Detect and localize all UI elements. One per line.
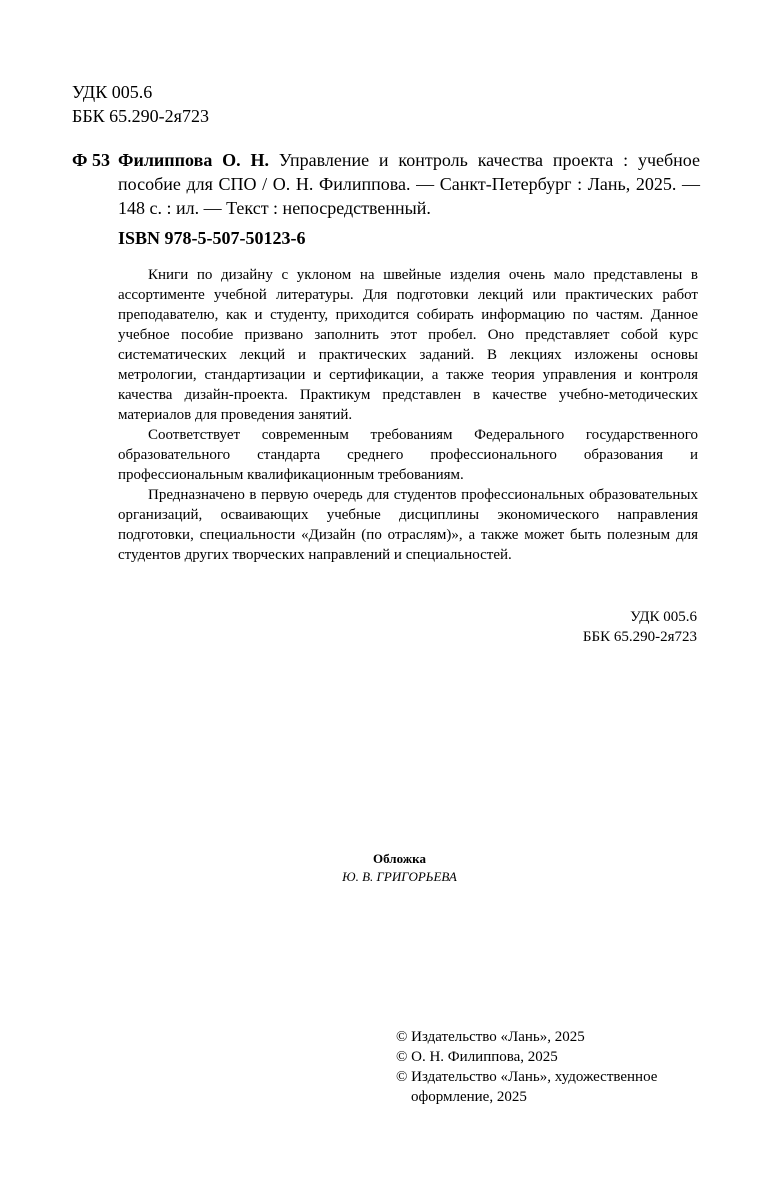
abstract-paragraph: Книги по дизайну с уклоном на швейные изделия очень мало представлены в ассортименте учебной литературы. Для подготовки лекций или практических работ преподавателю, как и студенту, приходится собирать информацию по частям. Данное учебное пособие призвано заполнить этот пробел. Оно представляет собой курс систематических лекций и практических заданий. В лекциях изложены основы метрологии, стандартизации и сертификации, а также теория управления и контроля качества дизайн-проекта. Практикум представлен в качестве учебно-методических материалов для проведения занятий. xyxy=(118,267,698,423)
abstract-paragraph: Соответствует современным требованиям Федерального государственного образовательного стандарта среднего профессионального образования и профессиональным квалификационным требованиям. xyxy=(118,427,698,483)
bbk-code: ББК 65.290-2я723 xyxy=(72,106,209,126)
copyright-block xyxy=(396,1027,657,1107)
udk-code: УДК 005.6 xyxy=(72,82,153,102)
copyright-publisher: © Издательство «Лань», 2025 xyxy=(396,1029,585,1045)
isbn: ISBN 978-5-507-50123-6 xyxy=(118,228,306,248)
bibliographic-entry xyxy=(72,148,700,220)
copyright-design-continued: оформление, 2025 xyxy=(411,1089,527,1105)
author-cipher: Ф 53 xyxy=(72,150,110,170)
author-name: Филиппова О. Н. xyxy=(118,150,269,170)
cover-designer: Ю. В. ГРИГОРЬЕВА xyxy=(342,869,457,884)
classification-footer xyxy=(583,607,697,647)
bbk-code-bottom: ББК 65.290-2я723 xyxy=(582,629,697,645)
classification-header xyxy=(72,80,209,128)
cover-label: Обложка xyxy=(373,851,426,866)
abstract-paragraph: Предназначено в первую очередь для студентов профессиональных образовательных организаций, осваивающих учебные дисциплины экономического направления подготовки, специальности «Дизайн (по отраслям)», а также может быть полезным для студентов других творческих направлений и специальностей. xyxy=(118,487,698,563)
copyright-author: © О. Н. Филиппова, 2025 xyxy=(396,1049,558,1065)
bibliographic-description xyxy=(118,148,700,220)
udk-code-bottom: УДК 005.6 xyxy=(630,609,697,625)
copyright-design: © Издательство «Лань», художественное xyxy=(396,1069,658,1085)
abstract xyxy=(118,265,698,565)
cover-credit xyxy=(0,850,769,886)
title-description: Управление и контроль качества проекта : учебное пособие для СПО / О. Н. Филиппова. — Санкт-Петербург : Лань, 2025. — 148 с. : ил. — Текст : непосредственный. xyxy=(118,150,700,218)
